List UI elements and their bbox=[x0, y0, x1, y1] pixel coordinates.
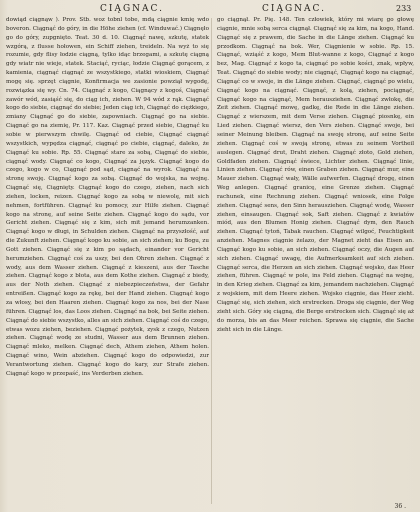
page-number: 233 bbox=[396, 4, 412, 13]
right-column-text: go ciągnął. Pr. Pię. 148. Ten człowiek, który mi wiarę go głowę ciągnie, mnie sobą serca ciągnął. Ciągnąć się za kim, na kogo, Hand. Ciągnąć się z prawem, die Sache in die Länge ziehen. Ciągnąć ku przodkom. Ciągnąć na bok. Wer, Ciągnienie w sobie. Rp. 15. Ciągnąć, wziąść z kogo, Mem Blut-wanne z kogo, Ciągnąć z kogo bez, Mag. Ciągnąć z kogo ta, ciągnąć po sobie kości, znak, wpływ, Teat. Ciągnąć do siebie wody; nie ciągnąć, Ciągnąć kogo na ciągnąć, Ciągnąć co w swoje, in die Länge ziehen. Ciągnąć, ciągnąć po wielu, Ciągnąć kogo na ciągnąć. Ciągnąć, z kolą, ziehen, pociągnąć, Ciągnąć kogo na ciągnąć, Mem herausziehen. Ciągnąć zwłokę, die Zeit ziehen. Ciągnąć mowę, gadkę, die Rede in die Länge ziehen. Ciągnąć z wierszem, mit dem Verse ziehen. Ciągnąć piosnkę, ein Lied ziehen. Ciągnąć wiersz, den Vers ziehen. Ciągnąć swoje, bei seiner Meinung bleiben. Ciągnąć na swoję stronę, auf seine Seite ziehen. Ciągnąć coś w swoją stronę, etwas zu seinem Vortheil auslegen. Ciągnąć drut, Draht ziehen. Ciągnąć złoto, Gold ziehen, Goldfaden ziehen. Ciągnąć świece, Lichter ziehen. Ciągnąć linie, Linien ziehen. Ciągnąć rów, einen Graben ziehen. Ciągnąć mur, eine Mauer ziehen. Ciągnąć wały, Wälle aufwerfen. Ciągnąć drogę, einen Weg anlegen. Ciągnąć granicę, eine Grenze ziehen. Ciągnąć rachunek, eine Rechnung ziehen. Ciągnąć wniosek, eine Folge ziehen. Ciągnąć sens, den Sinn herausziehen. Ciągnąć wodę, Wasser ziehen, einsaugen. Ciągnąć sok, Saft ziehen. Ciągnąć z kwiatów miód, aus den Blumen Honig ziehen. Ciągnąć dym, den Rauch ziehen. Ciągnąć tytoń, Tabak rauchen. Ciągnąć wilgoć, Feuchtigkeit anziehen. Magnes ciągnie żelazo, der Magnet zieht das Eisen an. Ciągnąć kogo ku sobie, an sich ziehen. Ciągnąć oczy, die Augen auf sich ziehen. Ciągnąć uwagę, die Aufmerksamkeit auf sich ziehen. Ciągnąć serca, die Herzen an sich ziehen. Ciągnąć wojsko, das Heer ziehen, führen. Ciągnąć w pole, ins Feld ziehen. Ciągnąć na wojnę, in den Krieg ziehen. Ciągnąć za kim, jemandem nachziehen. Ciągnąć z wojskiem, mit dem Heere ziehen. Wojsko ciągnie, das Heer zieht. Ciągnąć się, sich ziehen, sich erstrecken. Droga się ciągnie, der Weg zieht sich. Góry się ciągną, die Berge erstrecken sich. Ciągnąć się aż do morza, bis an das Meer reichen. Sprawa się ciągnie, die Sache zieht sich in die Länge. bbox=[217, 17, 414, 333]
left-column bbox=[6, 16, 209, 504]
catchword: 36 . bbox=[394, 503, 406, 510]
left-column-text: dowiąd ciągnąw ). Prov. Stb. woz tobnl tobe, mdą ciągnie kmię wdo boveron. Ciągnąć do góry, in die Höhe ziehen (cf. Winduwać.) Ciągnęło go do góry, zupgnięto. Teat. 30 d. 10. Ciągnąć nawę, szkutę, statek wzgórą, z flusse hołowen, ein Schiff ziehen, treideln. Na wyż to się rozumie, gdy flisy łodzie ciągną, tylko idąc brzegami, a szkutę ciągną gdy wiatr nie wieje, statek. Staciąć, ryciąc, łodzie Ciągnąć gorącem, z kamienia, ciągnąć ciągnąć ze wszystkiego, statki wioskiem, Ciągnąć mogę się. sprzęt ciągnie, Konfirmacja we zasionie powziął wygodę, rozwiązka się wy. Cn. 74. Ciągnąć z kogo, Ciągnący z kogoś, Ciągnąć zawór wód, zasiąść się, do ciąg ich, ziehen. W 94 wód z rąk. Ciągnąć kogo do siebie, ciągnąć do siebie; Jeden ciąg ich, Ciągnąć do ciężkiego, zmiany Ciągnąć go do siebie, zapowniach. Ciągnąć go na siebie. Ciągnąć go na ziemię, Pr. 117. Kaz. Ciągnąć przed siebie, Ciągnąć ku sobie w pierwszym chwilę. Ciągnąć od ciebie, Ciągnąć ciągnąć wszystkich, wypędza ciągnąć, ciągnąć po ciebie, ciągnąć, daleko, że Ciągnąć ku sobie. Rp. 55. Ciągnąć stare za sobą, Ciągnąć do siebie, ciągnąć wody. Ciągnąć co kogo, Ciągnąć za język. Ciągnąć kogo do czego, kogo w co, Ciągnąć pod sąd, ciągnąć na wyrok. Ciągnąć na stronę swoję. Ciągnąć kogo za sobą. Ciągnąć do wojska, na wojnę. Ciągnąć się, Ciągnięty. Ciągnąć kogo do czego, ziehen, nach sich ziehen, locken, reizen. Ciągnąć kogo za sobą w niewolę, mit sich nehmen, fortführen. Ciągnąć ku pomocy, zur Hilfe ziehen. Ciągnąć kogo na stronę, auf seine Seite ziehen. Ciągnąć kogo do sądu, vor Gericht ziehen. Ciągnąć się z kim, sich mit jemand herumzanken. Ciągnąć kogo w długi, in Schulden ziehen. Ciągnąć na przyszłość, auf die Zukunft ziehen. Ciągnąć kogo ku sobie, an sich ziehen; ku Bogu, zu Gott ziehen. Ciągnąć się z kim po sądach, einander vor Gericht herumziehen. Ciągnąć coś za uszy, bei den Ohren ziehen. Ciągnąć z wody, aus dem Wasser ziehen. Ciągnąć z kieszeni, aus der Tasche ziehen. Ciągnąć kogo z błota, aus dem Kothe ziehen. Ciągnąć z biedy, aus der Noth ziehen. Ciągnąć z niebezpieczeństwa, der Gefahr entreißen. Ciągnąć kogo za rękę, bei der Hand ziehen. Ciągnąć kogo za włosy, bei den Haaren ziehen. Ciągnąć kogo za nos, bei der Nase führen. Ciągnąć los, das Loos ziehen. Ciągnąć na bok, bei Seite ziehen. Ciągnąć do siebie wszystko, alles an sich ziehen. Ciągnąć coś do czego, etwas wozu ziehen, beziehen. Ciągnąć pożytek, zysk z czego, Nutzen ziehen. Ciągnąć wodę ze studni, Wasser aus dem Brunnen ziehen. Ciągnąć mleko, melken. Ciągnąć dech, Athem ziehen, Athem holen. Ciągnąć wino, Wein abziehen. Ciągnąć kogo do odpowiedzi, zur Verantwortung ziehen. Ciągnąć kogo do kary, zur Strafe ziehen. Ciągnąć kogo w przepaść, ins Verderben ziehen. bbox=[6, 17, 209, 377]
right-column bbox=[217, 16, 414, 504]
running-head-right: CIĄGNAC. bbox=[262, 4, 326, 14]
column-divider bbox=[211, 18, 212, 504]
running-head-left: CIĄGNAC. bbox=[100, 4, 164, 14]
